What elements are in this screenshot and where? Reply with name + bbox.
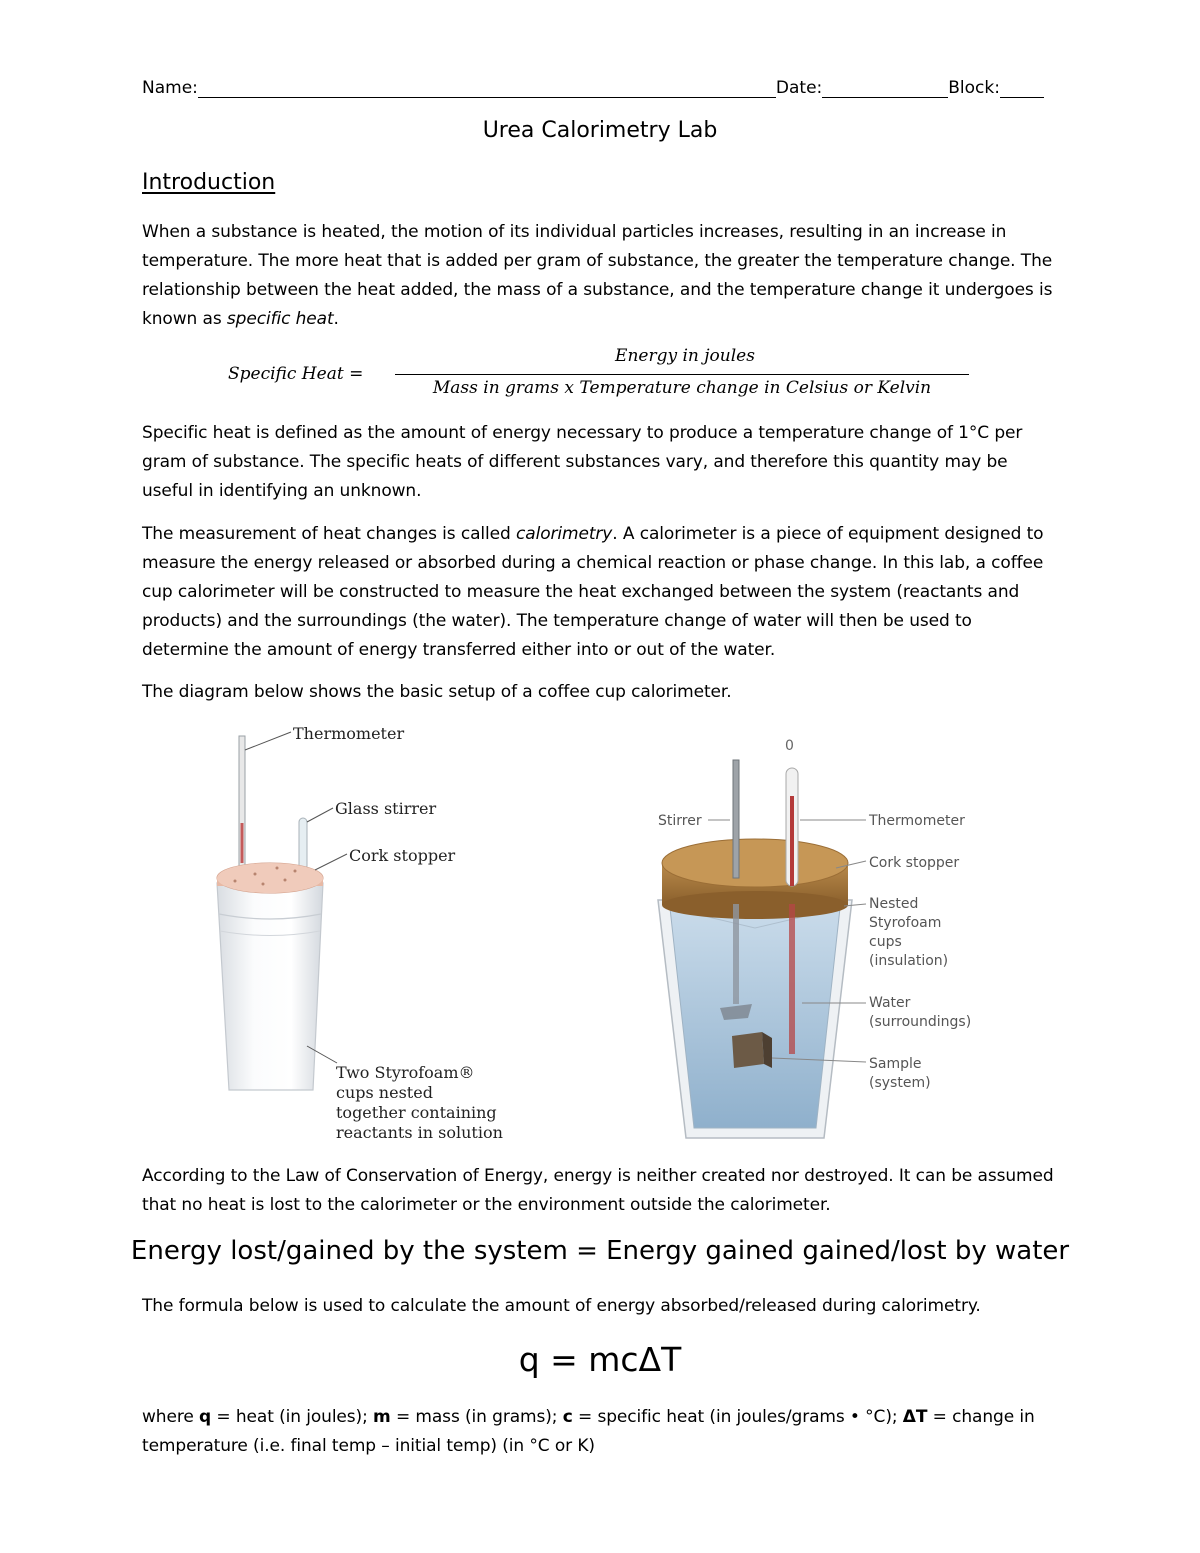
- paragraph-calorimetry: [142, 520, 1057, 665]
- label-sample-1: Sample: [869, 1056, 922, 1072]
- label-cork-stopper-right: Cork stopper: [869, 855, 960, 871]
- paragraph-formula-intro: The formula below is used to calculate the amount of energy absorbed/released during calorimetry.: [142, 1296, 981, 1316]
- label-nested-3: cups: [869, 934, 902, 950]
- label-nested-1: Nested: [869, 896, 919, 912]
- label-thermometer: Thermometer: [293, 724, 405, 743]
- block-field[interactable]: [1000, 79, 1044, 98]
- cork-top: [217, 863, 323, 893]
- block-label: Block:: [948, 78, 1000, 98]
- label-nested-4: (insulation): [869, 953, 949, 969]
- paragraph-calorimetry-rest: . A calorimeter is a piece of equipment designed to measure the energy released or absorbed during a chemical reaction or phase change. In this lab, a coffee cup calorimeter will be constructed to measure the heat exchanged between the system (reactants and products) and the surroundings (the water). The temperature change of water will then be used to determine the amount of energy transferred either into or out of the water.: [142, 524, 1044, 660]
- def-q: = heat (in joules);: [211, 1407, 374, 1427]
- var-c: c: [562, 1407, 573, 1427]
- svg-text:0: 0: [785, 738, 794, 754]
- cork-stopper-top: [662, 839, 848, 887]
- formula-numerator: Energy in joules: [615, 346, 755, 366]
- label-thermometer-right: Thermometer: [869, 813, 965, 829]
- specific-heat-term: specific heat: [226, 309, 334, 329]
- paragraph-intro-end: .: [333, 309, 339, 329]
- fraction-bar: [395, 374, 969, 375]
- water-shape: [670, 908, 840, 1128]
- styrofoam-cup-shape: [217, 883, 323, 1090]
- definitions-where: where: [142, 1407, 200, 1427]
- paragraph-intro-text: When a substance is heated, the motion of its individual particles increases, resulting in an increase in temperature. The more heat that is added per gram of substance, the greater the temperature change. The relationship between the heat added, the mass of a substance, and the temperature change it undergoes is known as: [142, 222, 1053, 329]
- name-field[interactable]: [198, 79, 776, 98]
- sample-block: [732, 1032, 764, 1068]
- label-cork-stopper: Cork stopper: [349, 846, 456, 865]
- styrofoam-calorimeter-figure: [195, 718, 525, 1148]
- label-sample-2: (system): [869, 1075, 931, 1091]
- label-cups-2: cups nested: [336, 1083, 433, 1102]
- formula-denominator: Mass in grams x Temperature change in Celsius or Kelvin: [432, 378, 932, 398]
- label-stirrer: Stirrer: [658, 813, 702, 829]
- introduction-heading: Introduction: [142, 170, 276, 195]
- header-row: [142, 72, 1052, 98]
- paragraph-diagram-intro: The diagram below shows the basic setup of a coffee cup calorimeter.: [142, 682, 732, 702]
- paragraph-calorimetry-text: The measurement of heat changes is called: [142, 524, 517, 544]
- paragraph-specific-heat: Specific heat is defined as the amount of energy necessary to produce a temperature change of 1°C per gram of substance. The specific heats of different substances vary, and therefore this quantity may be useful in identifying an unknown.: [142, 423, 1023, 501]
- paragraph-intro: [142, 218, 1057, 334]
- label-water-1: Water: [869, 995, 911, 1011]
- page-title: Urea Calorimetry Lab: [482, 118, 718, 143]
- date-field[interactable]: [822, 79, 948, 98]
- stirrer-shape: [733, 760, 739, 878]
- name-label: Name:: [142, 78, 198, 98]
- thermometer-liquid: [241, 823, 244, 863]
- def-delta-t: = change in temperature (i.e. final temp – initial temp) (in °C or K): [142, 1407, 1035, 1456]
- def-m: = mass (in grams);: [390, 1407, 563, 1427]
- formula-lhs: Specific Heat =: [228, 364, 364, 384]
- var-delta-t: ΔT: [902, 1407, 928, 1427]
- energy-equation: Energy lost/gained by the system = Energy gained gained/lost by water: [130, 1236, 1070, 1266]
- label-cups-3: together containing: [336, 1103, 497, 1122]
- label-cups-4: reactants in solution: [336, 1123, 503, 1142]
- label-glass-stirrer: Glass stirrer: [335, 799, 437, 818]
- label-water-2: (surroundings): [869, 1014, 972, 1030]
- calorimetry-term: calorimetry: [516, 524, 613, 544]
- var-q: q: [199, 1407, 212, 1427]
- label-nested-2: Styrofoam: [869, 915, 942, 931]
- paragraph-conservation: According to the Law of Conservation of Energy, energy is neither created nor destroyed. It can be assumed that no heat is lost to the calorimeter or the environment outside the calorimeter.: [142, 1166, 1054, 1215]
- paragraph-definitions: [142, 1403, 1057, 1461]
- specific-heat-formula: [228, 344, 973, 406]
- def-c: = specific heat (in joules/grams • °C);: [572, 1407, 903, 1427]
- date-label: Date:: [775, 78, 823, 98]
- cutaway-calorimeter-figure: [640, 728, 1000, 1148]
- q-equation: q = mcΔT: [518, 1340, 682, 1379]
- var-m: m: [373, 1407, 391, 1427]
- glass-stirrer-shape: [299, 818, 307, 870]
- label-cups-1: Two Styrofoam®: [336, 1063, 475, 1082]
